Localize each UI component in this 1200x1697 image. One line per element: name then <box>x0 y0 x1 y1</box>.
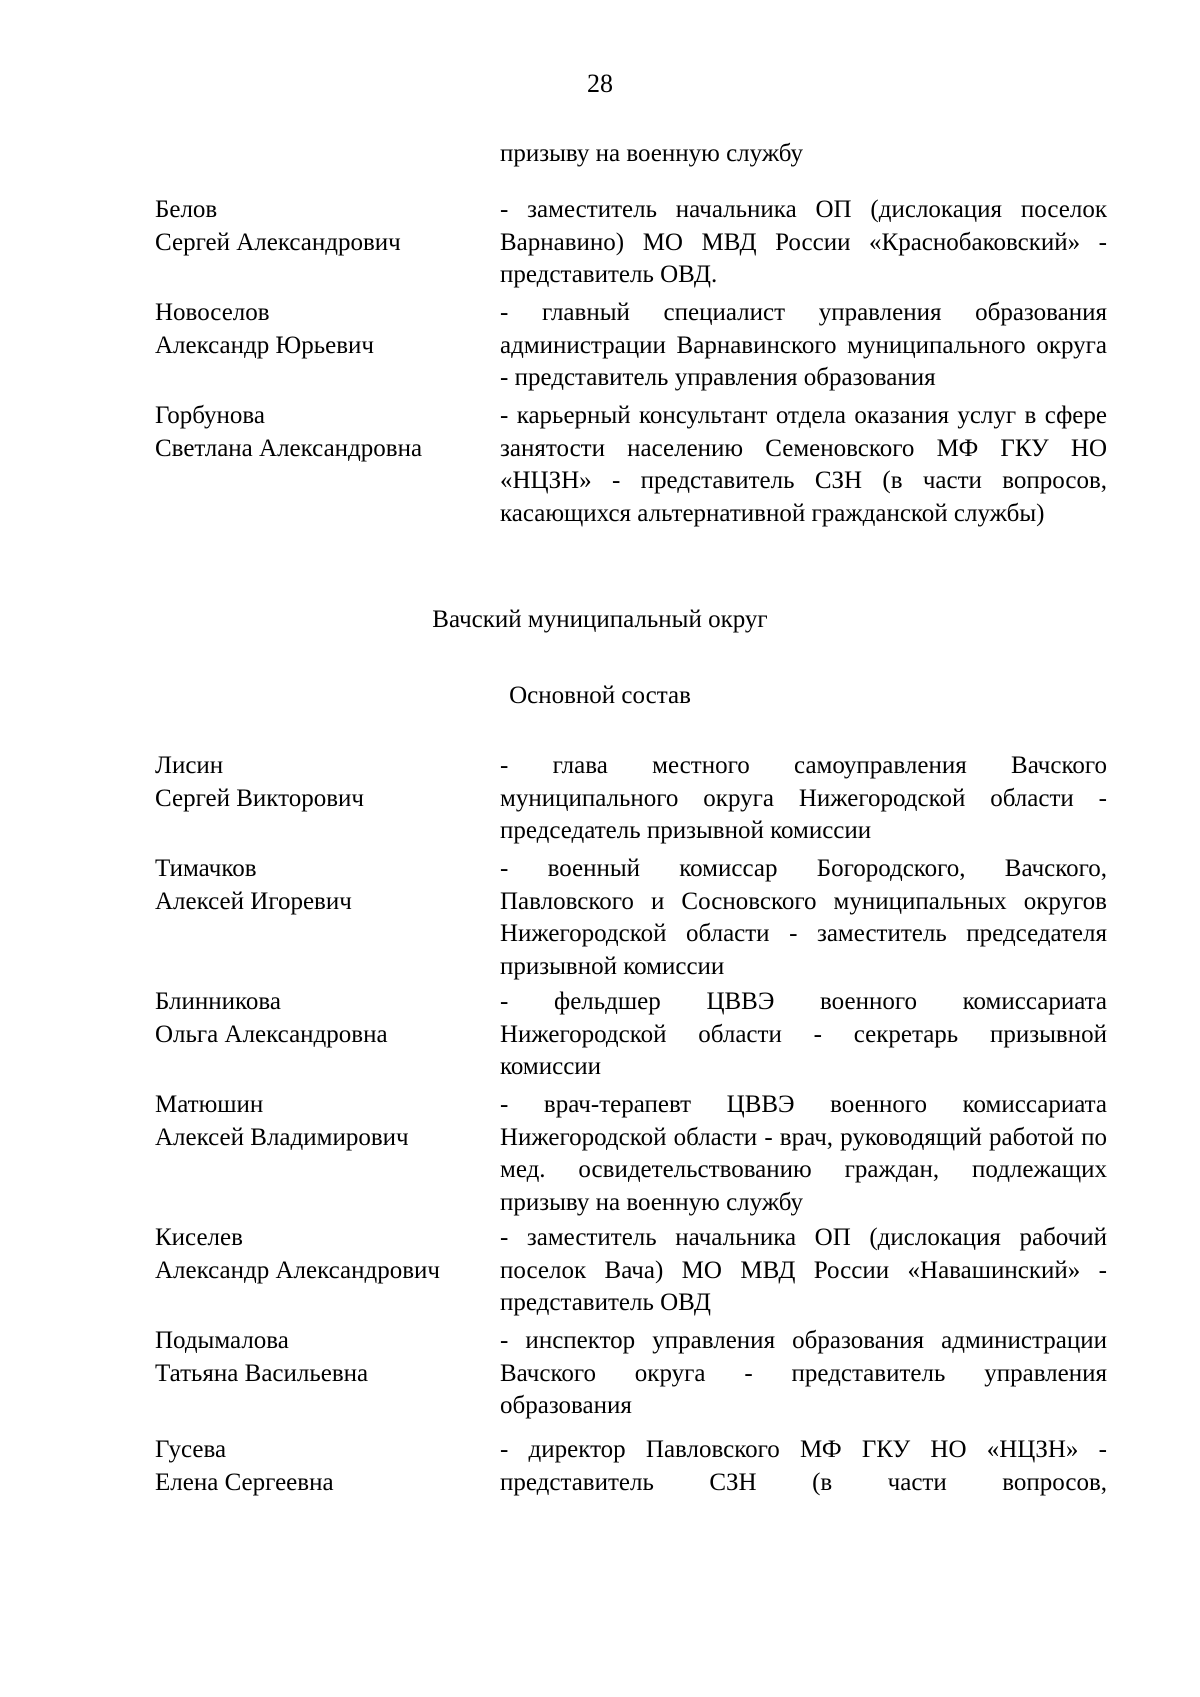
member-surname: Тимачков <box>155 855 257 882</box>
member-given-name: Ольга Александровна <box>155 1020 388 1048</box>
member-name <box>155 194 485 259</box>
member-surname: Блинникова <box>155 988 281 1015</box>
member-surname: Горбунова <box>155 402 265 429</box>
member-name <box>155 986 485 1051</box>
member-name <box>155 1222 485 1287</box>
member-given-name: Александр Юрьевич <box>155 331 374 359</box>
member-role: - врач-терапевт ЦВВЭ военного комиссариата Нижегородской области - врач, руководящий работой по мед. освидетельствованию граждан, подлежащих призыву на военную службу <box>500 1091 1107 1216</box>
section-title: Вачский муниципальный округ <box>432 606 768 633</box>
member-given-name: Сергей Александрович <box>155 228 401 256</box>
member-given-name: Алексей Владимирович <box>155 1123 409 1151</box>
member-name <box>155 1434 485 1499</box>
member-surname: Киселев <box>155 1224 243 1251</box>
member-given-name: Александр Александрович <box>155 1256 440 1284</box>
member-given-name: Алексей Игоревич <box>155 887 352 915</box>
member-surname: Подымалова <box>155 1327 289 1354</box>
member-role: - заместитель начальника ОП (дислокация поселок Варнавино) МО МВД России «Краснобаковский» - представитель ОВД. <box>500 196 1107 288</box>
member-given-name: Сергей Викторович <box>155 784 364 812</box>
member-role: - директор Павловского МФ ГКУ НО «НЦЗН» - представитель СЗН (в части вопросов, <box>500 1436 1107 1496</box>
member-role: - карьерный консультант отдела оказания услуг в сфере занятости населению Семеновского МФ ГКУ НО «НЦЗН» - представитель СЗН (в части вопросов, касающихся альтернативной гражданской службы) <box>500 402 1107 527</box>
member-given-name: Татьяна Васильевна <box>155 1359 369 1387</box>
member-name <box>155 853 485 918</box>
member-surname: Гусева <box>155 1436 227 1463</box>
member-role: - инспектор управления образования администрации Вачского округа - представитель управления образования <box>500 1327 1107 1419</box>
member-surname: Новоселов <box>155 299 270 326</box>
member-surname: Белов <box>155 196 218 223</box>
member-name <box>155 750 485 815</box>
member-surname: Матюшин <box>155 1091 264 1118</box>
page-number: 28 <box>587 69 613 98</box>
member-role: - главный специалист управления образования администрации Варнавинского муниципального округа - представитель управления образования <box>500 299 1107 391</box>
member-role: - фельдшер ЦВВЭ военного комиссариата Нижегородской области - секретарь призывной комиссии <box>500 988 1107 1080</box>
member-given-name: Елена Сергеевна <box>155 1468 334 1496</box>
continuation-heading: призыву на военную службу <box>500 140 804 167</box>
member-role: - глава местного самоуправления Вачского муниципального округа Нижегородской области - председатель призывной комиссии <box>500 752 1107 844</box>
member-role: - военный комиссар Богородского, Вачского, Павловского и Сосновского муниципальных округов Нижегородской области - заместитель председателя призывной комиссии <box>500 855 1107 980</box>
member-given-name: Светлана Александровна <box>155 434 423 462</box>
member-role: - заместитель начальника ОП (дислокация рабочий поселок Вача) МО МВД России «Навашинский» - представитель ОВД <box>500 1224 1107 1316</box>
member-name <box>155 1089 485 1154</box>
member-surname: Лисин <box>155 752 224 779</box>
member-name <box>155 1325 485 1390</box>
subsection-title: Основной состав <box>509 682 691 709</box>
member-name <box>155 297 485 362</box>
member-name <box>155 400 485 465</box>
